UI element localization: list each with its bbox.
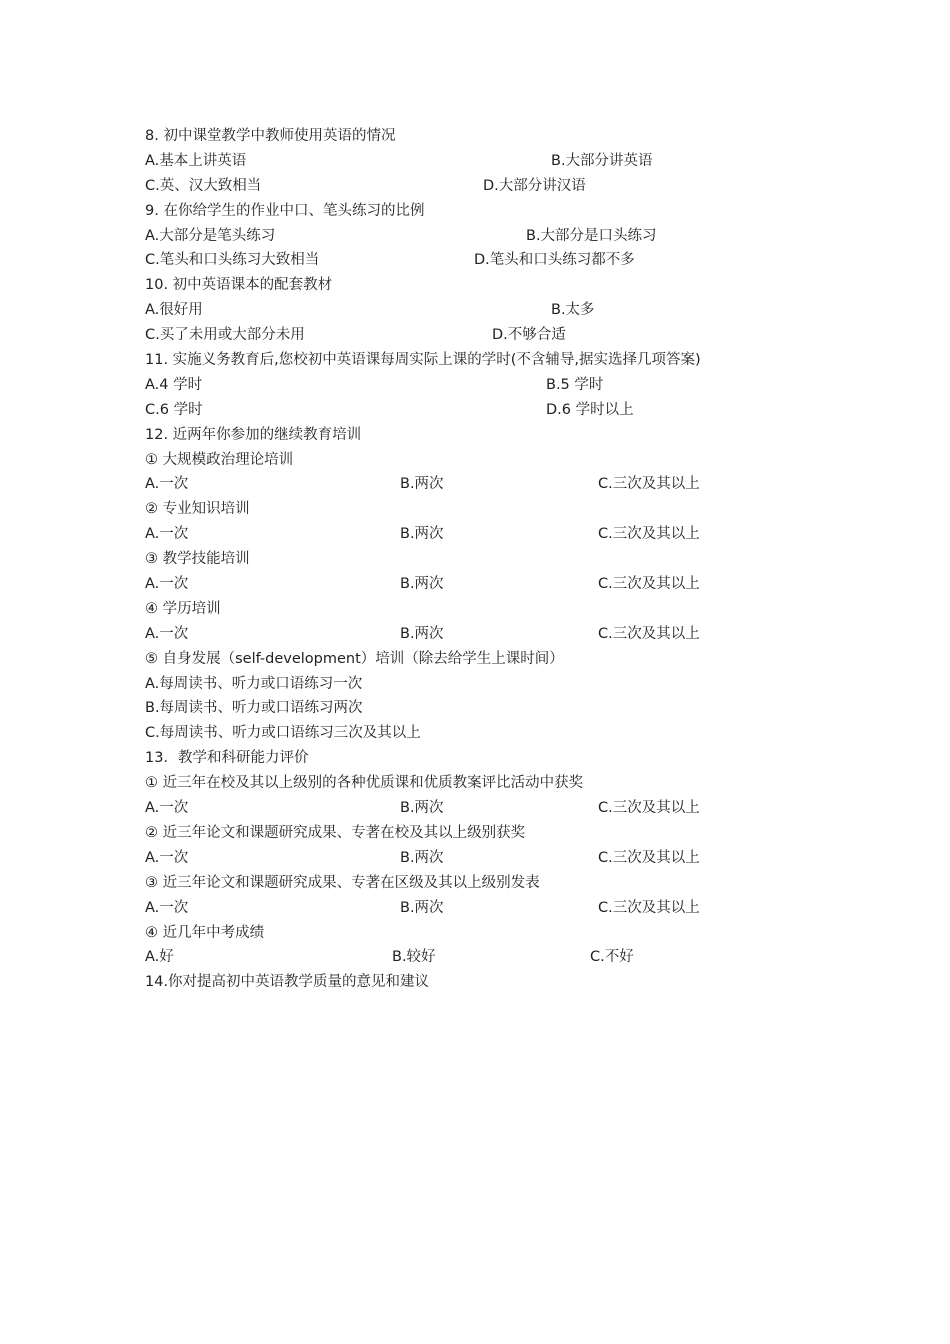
option-text: A.大部分是笔头练习: [145, 227, 276, 244]
option-text: A.一次: [145, 625, 189, 642]
text-line: [145, 871, 845, 896]
option-text: C.不好: [590, 949, 634, 966]
options-row: [145, 522, 845, 547]
option-text: B.两次: [400, 800, 444, 817]
option-text: A.一次: [145, 800, 189, 817]
option-text: C.三次及其以上: [598, 526, 700, 543]
option-text: B.较好: [392, 949, 436, 966]
options-row: [145, 945, 845, 970]
options-row: [145, 572, 845, 597]
option-text: C.笔头和口头练习大致相当: [145, 252, 320, 269]
options-row: [145, 896, 845, 921]
option-text: B.两次: [400, 625, 444, 642]
option-text: C.三次及其以上: [598, 899, 700, 916]
line-text: ⑤ 自身发展（self-development）培训（除去给学生上课时间）: [145, 650, 564, 667]
text-line: [145, 423, 845, 448]
option-text: D.大部分讲汉语: [483, 177, 586, 194]
option-text: C.三次及其以上: [598, 576, 700, 593]
text-line: [145, 124, 845, 149]
text-line: [145, 199, 845, 224]
option-text: B.两次: [400, 526, 444, 543]
text-line: [145, 597, 845, 622]
line-text: ① 大规模政治理论培训: [145, 451, 294, 468]
options-row: [145, 472, 845, 497]
options-row: [145, 298, 845, 323]
options-row: [145, 248, 845, 273]
line-text: 8. 初中课堂教学中教师使用英语的情况: [145, 128, 396, 144]
option-text: D.笔头和口头练习都不多: [474, 252, 635, 269]
option-text: A.好: [145, 949, 174, 966]
line-text: B.每周读书、听力或口语练习两次: [145, 700, 363, 717]
option-text: C.三次及其以上: [598, 849, 700, 866]
text-line: [145, 696, 845, 721]
option-text: C.三次及其以上: [598, 800, 700, 817]
line-text: ② 近三年论文和课题研究成果、专著在校及其以上级别获奖: [145, 824, 526, 841]
options-row: [145, 622, 845, 647]
line-text: 14.你对提高初中英语教学质量的意见和建议: [145, 974, 430, 991]
line-text: 12. 近两年你参加的继续教育培训: [145, 426, 362, 443]
option-text: D.不够合适: [492, 327, 566, 344]
option-text: A.一次: [145, 526, 189, 543]
options-row: [145, 398, 845, 423]
line-text: ① 近三年在校及其以上级别的各种优质课和优质教案评比活动中获奖: [145, 775, 584, 792]
option-text: B.太多: [551, 302, 595, 319]
line-text: ④ 近几年中考成绩: [145, 924, 265, 941]
text-line: [145, 348, 845, 373]
option-text: C.买了未用或大部分未用: [145, 327, 305, 344]
option-text: B.大部分讲英语: [551, 152, 653, 169]
text-line: [145, 771, 845, 796]
option-text: D.6 学时以上: [546, 401, 634, 418]
line-text: ③ 教学技能培训: [145, 551, 250, 568]
option-text: B.两次: [400, 849, 444, 866]
option-text: C.6 学时: [145, 401, 203, 418]
line-text: 9. 在你给学生的作业中口、笔头练习的比例: [145, 202, 425, 219]
option-text: B.5 学时: [546, 376, 604, 393]
text-line: [145, 821, 845, 846]
options-row: [145, 323, 845, 348]
line-text: ③ 近三年论文和课题研究成果、专著在区级及其以上级别发表: [145, 874, 540, 891]
text-line: [145, 647, 845, 672]
option-text: A.4 学时: [145, 376, 203, 393]
text-line: [145, 970, 845, 995]
line-text: 13．教学和科研能力评价: [145, 750, 309, 767]
text-line: [145, 721, 845, 746]
text-line: [145, 448, 845, 473]
options-row: [145, 373, 845, 398]
text-line: [145, 547, 845, 572]
text-line: [145, 746, 845, 771]
option-text: B.大部分是口头练习: [526, 227, 657, 244]
option-text: C.三次及其以上: [598, 476, 700, 493]
option-text: A.一次: [145, 576, 189, 593]
option-text: C.英、汉大致相当: [145, 177, 262, 194]
option-text: A.一次: [145, 849, 189, 866]
text-line: [145, 273, 845, 298]
option-text: C.三次及其以上: [598, 625, 700, 642]
option-text: A.基本上讲英语: [145, 152, 247, 169]
option-text: A.很好用: [145, 302, 203, 319]
options-row: [145, 796, 845, 821]
options-row: [145, 149, 845, 174]
line-text: 10. 初中英语课本的配套教材: [145, 277, 333, 294]
option-text: B.两次: [400, 576, 444, 593]
option-text: A.一次: [145, 899, 189, 916]
options-row: [145, 846, 845, 871]
document-body: [145, 124, 845, 995]
option-text: A.一次: [145, 476, 189, 493]
line-text: ④ 学历培训: [145, 600, 221, 617]
options-row: [145, 174, 845, 199]
option-text: B.两次: [400, 899, 444, 916]
line-text: A.每周读书、听力或口语练习一次: [145, 675, 363, 692]
line-text: ② 专业知识培训: [145, 501, 250, 518]
line-text: 11. 实施义务教育后,您校初中英语课每周实际上课的学时(不含辅导,据实选择几项答案): [145, 352, 701, 369]
options-row: [145, 224, 845, 249]
option-text: B.两次: [400, 476, 444, 493]
text-line: [145, 672, 845, 697]
line-text: C.每周读书、听力或口语练习三次及其以上: [145, 725, 421, 742]
text-line: [145, 921, 845, 946]
text-line: [145, 497, 845, 522]
